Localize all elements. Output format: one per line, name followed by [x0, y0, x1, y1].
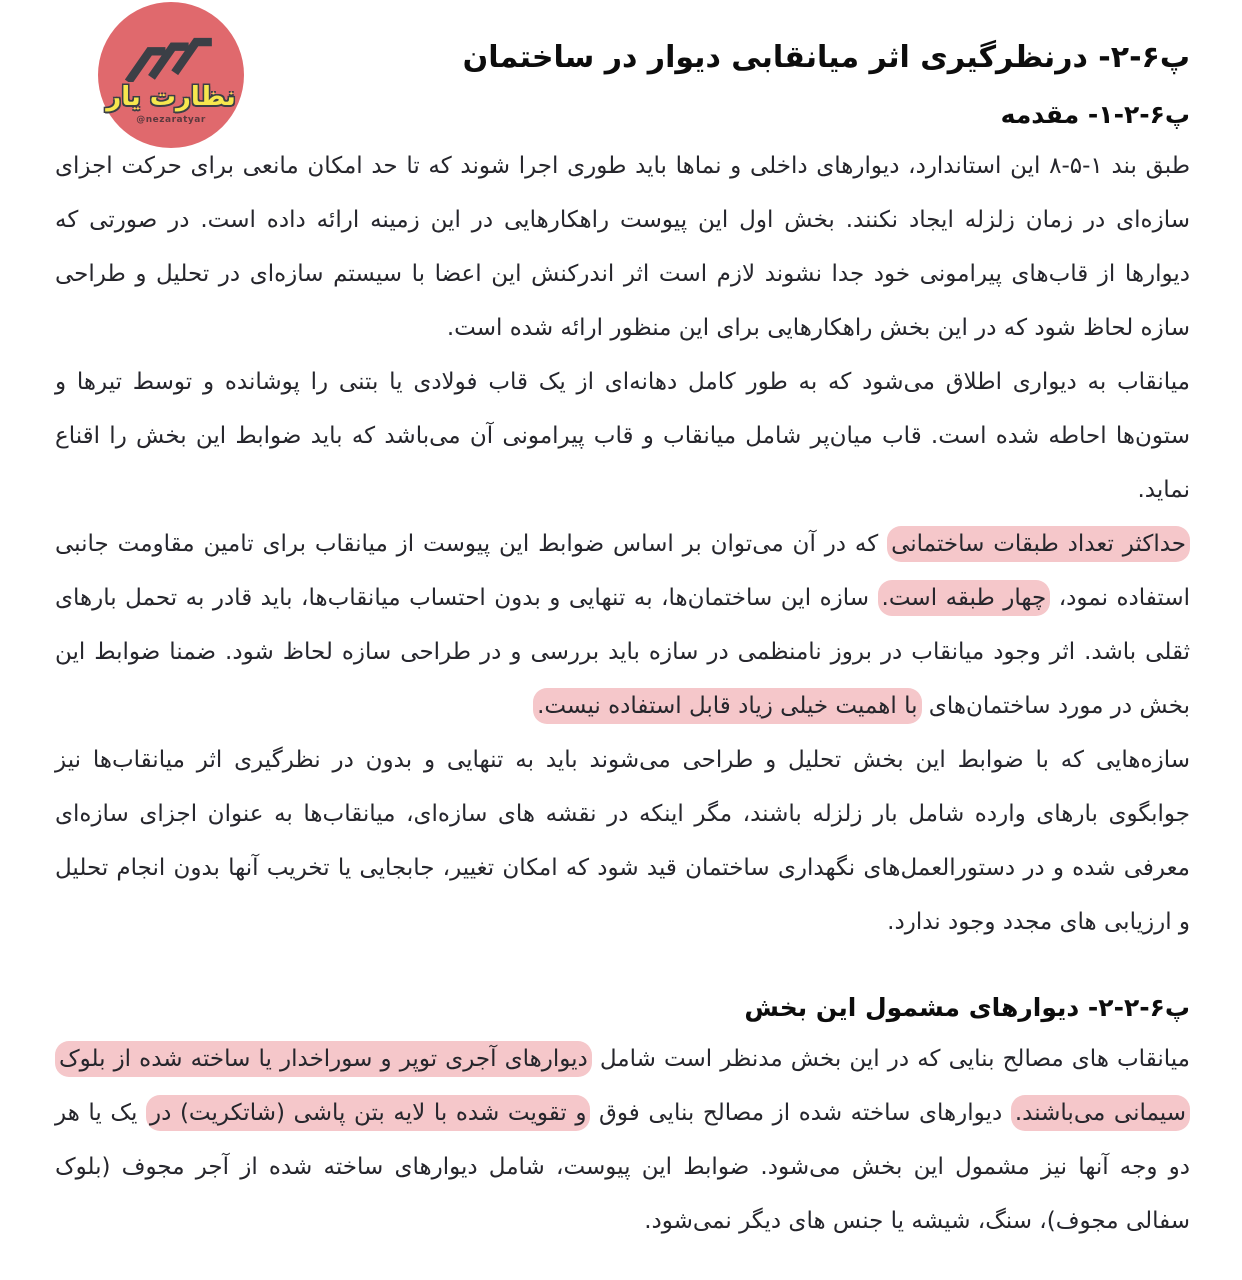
section-introduction — [55, 100, 1190, 949]
paragraph — [55, 517, 1190, 733]
paragraph — [55, 733, 1190, 949]
body-text: سازه این ساختمان‌ها، به تنهایی و بدون احتساب میانقاب‌ها، باید قادر به تحمل بارهای ثقلی باشد. اثر وجود میانقاب در بروز نامنظمی در سازه باید بررسی و در طراحی سازه لحاظ شود. ضمنا ضوابط این بخش در مورد ساختمان‌های — [55, 584, 1190, 719]
body-text: که در آن می‌توان بر اساس ضوابط این پیوست از میانقاب برای تامین مقاومت جانبی استفاده نمود، — [55, 530, 1191, 611]
highlighted-text: حداکثر تعداد طبقات ساختمانی — [887, 526, 1190, 562]
section-walls-covered — [55, 993, 1190, 1248]
body-text: میانقاب به دیواری اطلاق می‌شود که به طور کامل دهانه‌ای از یک قاب فولادی یا بتنی را پوشانده و توسط تیرها و ستون‌ها احاطه شده است. قاب میان‌پر شامل میانقاب و قاب پیرامونی آن می‌باشد که باید ضوابط این بخش را اقناع نماید. — [55, 368, 1190, 503]
highlighted-text: و تقویت شده با لایه بتن پاشی (شاتکریت) در — [146, 1095, 590, 1131]
body-text: میانقاب های مصالح بنایی که در این بخش مدنظر است شامل — [591, 1045, 1190, 1072]
body-text: سازه‌هایی که با ضوابط این بخش تحلیل و طراحی می‌شوند باید به تنهایی و بدون در نظرگیری اثر میانقاب‌ها نیز جوابگوی بارهای وارده شامل بار زلزله باشند، مگر اینکه در نقشه های سازه‌ای، میانقاب‌ها به عنوان اجزای سازه‌ای معرفی شده و در دستورالعمل‌های نگهداری ساختمان قید شود که امکان تغییر، جابجایی یا تخریب آنها بدون انجام تحلیل و ارزیابی های مجدد وجود ندارد. — [55, 746, 1190, 935]
logo-brand-text: نظارت یار — [106, 81, 236, 112]
nezarat-yar-logo — [98, 2, 244, 148]
document-title: پ۶-۲- درنظرگیری اثر میانقابی دیوار در ساختمان — [462, 40, 1190, 75]
walls-covered-paragraphs — [55, 1032, 1190, 1248]
paragraph — [55, 1032, 1190, 1248]
highlighted-text: چهار طبقه است. — [878, 580, 1051, 616]
body-text: طبق بند ۱-۵-۸ این استاندارد، دیوارهای داخلی و نماها باید طوری اجرا شوند که تا حد امکان مانعی برای حرکت اجزای سازه‌ای در زمان زلزله ایجاد نکنند. بخش اول این پیوست راهکارهایی در این زمینه ارائه داده است. در صورتی که دیوارها از قاب‌های پیرامونی خود جدا نشوند لازم است اثر اندرکنش این اعضا با سیستم سازه‌ای در تحلیل و طراحی سازه لحاظ شود که در این بخش راهکارهایی برای این منظور ارائه شده است. — [55, 152, 1190, 341]
paragraph — [55, 139, 1190, 355]
body-text: دیوارهای ساخته شده از مصالح بنایی فوق — [590, 1099, 1011, 1126]
logo-handle-text: @nezaratyar — [136, 114, 206, 125]
triple-chevron-roof-icon — [123, 30, 219, 82]
paragraph — [55, 355, 1190, 517]
highlighted-text: با اهمیت خیلی زیاد قابل استفاده نیست. — [533, 688, 921, 724]
highlighted-text: دیوارهای آجری توپر و سوراخدار یا ساخته شده از بلوک سیمانی می‌باشند. — [55, 1041, 1190, 1131]
introduction-paragraphs — [55, 139, 1190, 949]
section-heading-walls-covered: پ۶-۲-۲- دیوارهای مشمول این بخش — [744, 992, 1190, 1022]
body-text: یک یا هر دو وجه آنها نیز مشمول این بخش می‌شود. ضوابط این پیوست، شامل دیوارهای ساخته شده از آجر مجوف (بلوک سفالی مجوف)، سنگ، شیشه یا جنس های دیگر نمی‌شود. — [55, 1099, 1190, 1234]
section-heading-introduction: پ۶-۲-۱- مقدمه — [1000, 99, 1190, 129]
